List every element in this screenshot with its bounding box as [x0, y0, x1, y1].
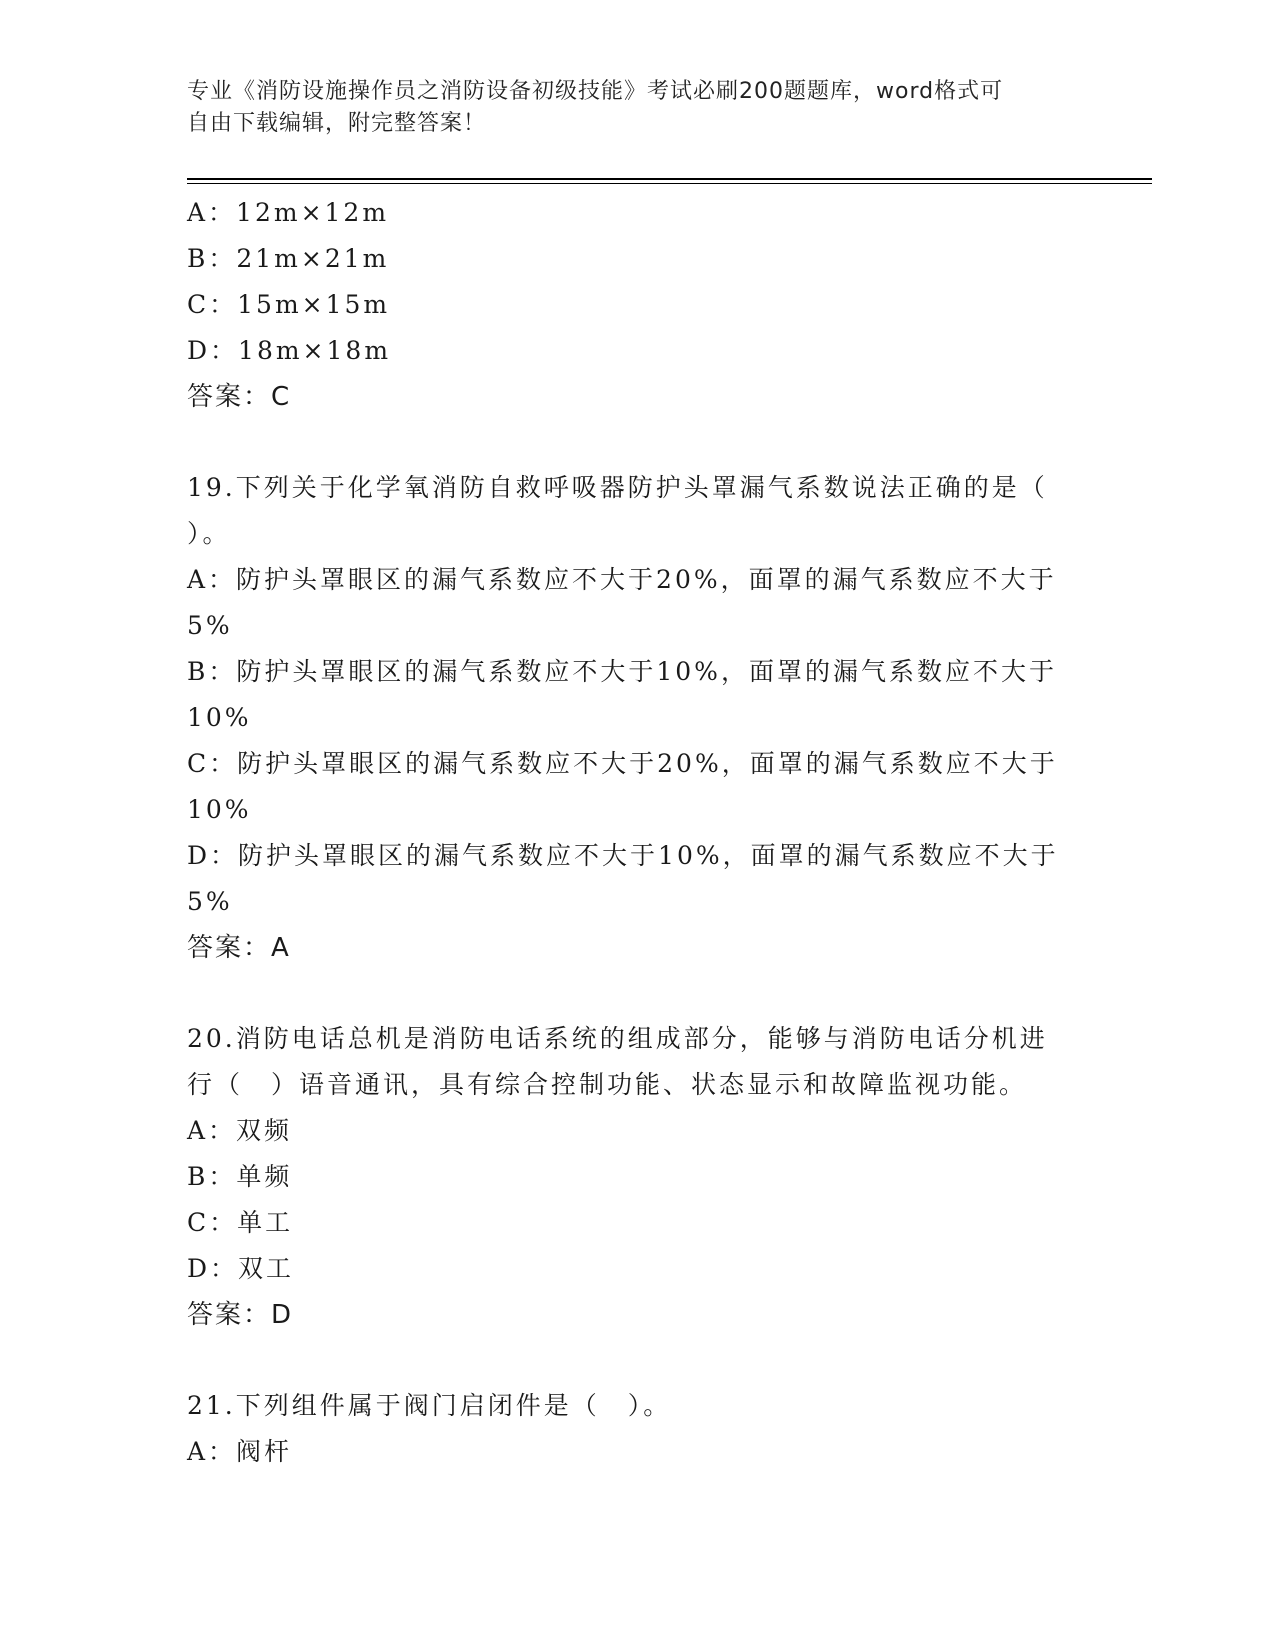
q19-option-a-line-2: 5% — [187, 611, 233, 640]
q18-option-a: A：12m×12m — [187, 198, 390, 227]
header-line-2: 自由下载编辑，附完整答案！ — [187, 111, 487, 136]
header-line-1: 专业《消防设施操作员之消防设备初级技能》考试必刷200题题库，word格式可 — [187, 79, 1004, 104]
q19-option-c-line-2: 10% — [187, 795, 252, 824]
spacer — [187, 971, 1087, 1016]
q18-option-c: C：15m×15m — [187, 290, 391, 319]
q19-answer: 答案：A — [187, 933, 291, 963]
q18-option-d: D：18m×18m — [187, 336, 392, 365]
q18-answer: 答案：C — [187, 382, 292, 412]
q21-option-a: A：阀杆 — [187, 1437, 293, 1466]
question-20 — [187, 1016, 1087, 1338]
header-rule-thick — [187, 178, 1152, 180]
header-rule-thin — [187, 183, 1152, 184]
q19-option-c-line-1: C：防护头罩眼区的漏气系数应不大于20%，面罩的漏气系数应不大于 — [187, 749, 1058, 778]
q18-option-b: B：21m×21m — [187, 244, 390, 273]
question-19 — [187, 465, 1087, 971]
q20-option-d: D：双工 — [187, 1254, 295, 1283]
page-header — [187, 76, 1067, 140]
spacer — [187, 420, 1087, 465]
q20-stem-line-2: 行（ ）语音通讯，具有综合控制功能、状态显示和故障监视功能。 — [187, 1070, 1028, 1099]
q19-option-b-line-1: B：防护头罩眼区的漏气系数应不大于10%，面罩的漏气系数应不大于 — [187, 657, 1057, 686]
q20-option-c: C：单工 — [187, 1208, 294, 1237]
q19-option-d-line-1: D：防护头罩眼区的漏气系数应不大于10%，面罩的漏气系数应不大于 — [187, 841, 1059, 870]
question-content — [187, 190, 1087, 1475]
question-21 — [187, 1383, 1087, 1475]
question-18 — [187, 190, 1087, 420]
q19-option-d-line-2: 5% — [187, 887, 233, 916]
q19-option-b-line-2: 10% — [187, 703, 252, 732]
spacer — [187, 1338, 1087, 1383]
q20-option-a: A：双频 — [187, 1116, 293, 1145]
q20-answer: 答案：D — [187, 1300, 294, 1330]
q20-option-b: B：单频 — [187, 1162, 293, 1191]
q19-stem-line-1: 19.下列关于化学氧消防自救呼吸器防护头罩漏气系数说法正确的是（ — [187, 473, 1048, 502]
q19-option-a-line-1: A：防护头罩眼区的漏气系数应不大于20%，面罩的漏气系数应不大于 — [187, 565, 1057, 594]
q20-stem-line-1: 20.消防电话总机是消防电话系统的组成部分，能够与消防电话分机进 — [187, 1024, 1048, 1053]
q19-stem-line-2: ）。 — [187, 519, 231, 548]
q21-stem-line-1: 21.下列组件属于阀门启闭件是（ ）。 — [187, 1391, 672, 1420]
